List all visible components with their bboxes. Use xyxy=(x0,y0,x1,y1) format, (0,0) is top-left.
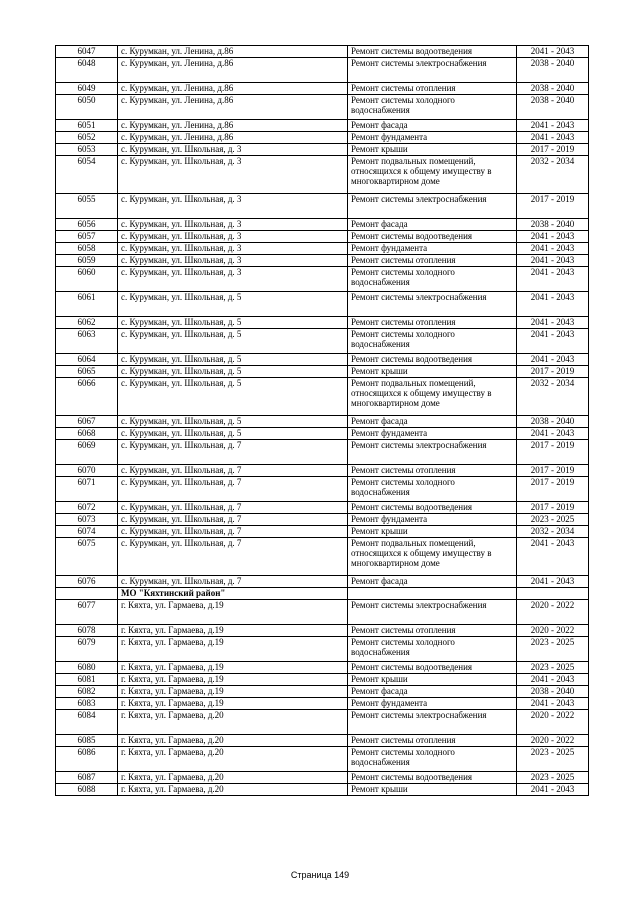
address-cell: с. Курумкан, ул. Школьная, д. 3 xyxy=(118,243,348,255)
row-number-cell: 6060 xyxy=(56,267,118,292)
period-cell: 2041 - 2043 xyxy=(517,674,589,686)
table-row xyxy=(56,747,589,772)
row-number-cell: 6081 xyxy=(56,674,118,686)
row-number-cell: 6048 xyxy=(56,58,118,83)
table-row xyxy=(56,662,589,674)
row-number-cell: 6078 xyxy=(56,625,118,637)
period-cell: 2041 - 2043 xyxy=(517,132,589,144)
period-cell: 2020 - 2022 xyxy=(517,600,589,625)
table-row xyxy=(56,514,589,526)
row-number-cell: 6082 xyxy=(56,686,118,698)
address-cell: с. Курумкан, ул. Школьная, д. 5 xyxy=(118,354,348,366)
period-cell: 2041 - 2043 xyxy=(517,698,589,710)
period-cell: 2017 - 2019 xyxy=(517,366,589,378)
work-type-cell: Ремонт фундамента xyxy=(348,514,517,526)
address-cell: с. Курумкан, ул. Ленина, д.86 xyxy=(118,120,348,132)
work-type-cell: Ремонт системы отопления xyxy=(348,317,517,329)
row-number-cell: 6074 xyxy=(56,526,118,538)
period-cell: 2023 - 2025 xyxy=(517,747,589,772)
table-row xyxy=(56,378,589,416)
period-cell: 2038 - 2040 xyxy=(517,416,589,428)
period-cell: 2041 - 2043 xyxy=(517,317,589,329)
work-type-cell: Ремонт крыши xyxy=(348,526,517,538)
row-number-cell: 6066 xyxy=(56,378,118,416)
table-row xyxy=(56,58,589,83)
work-type-cell: Ремонт системы отопления xyxy=(348,735,517,747)
row-number-cell: 6079 xyxy=(56,637,118,662)
work-type-cell: Ремонт фундамента xyxy=(348,428,517,440)
row-number-cell: 6047 xyxy=(56,46,118,58)
work-type-cell: Ремонт крыши xyxy=(348,674,517,686)
work-type-cell: Ремонт крыши xyxy=(348,366,517,378)
period-cell: 2017 - 2019 xyxy=(517,194,589,219)
address-cell: с. Курумкан, ул. Школьная, д. 7 xyxy=(118,440,348,465)
row-number-cell: 6057 xyxy=(56,231,118,243)
table-row xyxy=(56,502,589,514)
work-type-cell: Ремонт подвальных помещений, относящихся к общему имуществу в многоквартирном доме xyxy=(348,538,517,576)
work-type-cell: Ремонт фасада xyxy=(348,576,517,588)
row-number-cell: 6083 xyxy=(56,698,118,710)
row-number-cell: 6073 xyxy=(56,514,118,526)
period-cell: 2032 - 2034 xyxy=(517,378,589,416)
table-row xyxy=(56,637,589,662)
table-row xyxy=(56,83,589,95)
row-number-cell: 6050 xyxy=(56,95,118,120)
table-row xyxy=(56,255,589,267)
row-number-cell: 6054 xyxy=(56,156,118,194)
row-number-cell xyxy=(56,588,118,600)
row-number-cell: 6053 xyxy=(56,144,118,156)
address-cell: с. Курумкан, ул. Школьная, д. 5 xyxy=(118,292,348,317)
table-row xyxy=(56,784,589,796)
table-row xyxy=(56,267,589,292)
work-type-cell xyxy=(348,588,517,600)
address-cell: с. Курумкан, ул. Школьная, д. 5 xyxy=(118,329,348,354)
period-cell: 2023 - 2025 xyxy=(517,637,589,662)
address-cell: г. Кяхта, ул. Гармаева, д.19 xyxy=(118,662,348,674)
table-row xyxy=(56,366,589,378)
row-number-cell: 6064 xyxy=(56,354,118,366)
work-type-cell: Ремонт фасада xyxy=(348,686,517,698)
period-cell: 2041 - 2043 xyxy=(517,243,589,255)
address-cell: г. Кяхта, ул. Гармаева, д.20 xyxy=(118,735,348,747)
address-cell: с. Курумкан, ул. Школьная, д. 5 xyxy=(118,416,348,428)
row-number-cell: 6070 xyxy=(56,465,118,477)
table-row xyxy=(56,219,589,231)
table-row xyxy=(56,465,589,477)
row-number-cell: 6059 xyxy=(56,255,118,267)
period-cell: 2020 - 2022 xyxy=(517,625,589,637)
table-row xyxy=(56,46,589,58)
address-cell: г. Кяхта, ул. Гармаева, д.19 xyxy=(118,698,348,710)
period-cell: 2041 - 2043 xyxy=(517,46,589,58)
row-number-cell: 6052 xyxy=(56,132,118,144)
table-row xyxy=(56,231,589,243)
address-cell: с. Курумкан, ул. Школьная, д. 7 xyxy=(118,576,348,588)
period-cell: 2041 - 2043 xyxy=(517,292,589,317)
table-row xyxy=(56,317,589,329)
address-cell: с. Курумкан, ул. Школьная, д. 5 xyxy=(118,366,348,378)
period-cell: 2032 - 2034 xyxy=(517,156,589,194)
address-cell: с. Курумкан, ул. Ленина, д.86 xyxy=(118,83,348,95)
period-cell: 2017 - 2019 xyxy=(517,477,589,502)
address-cell: с. Курумкан, ул. Школьная, д. 3 xyxy=(118,144,348,156)
address-cell: г. Кяхта, ул. Гармаева, д.19 xyxy=(118,686,348,698)
table-row xyxy=(56,625,589,637)
table-row xyxy=(56,440,589,465)
work-type-cell: Ремонт фундамента xyxy=(348,243,517,255)
table-row xyxy=(56,156,589,194)
period-cell: 2041 - 2043 xyxy=(517,354,589,366)
period-cell: 2041 - 2043 xyxy=(517,576,589,588)
work-type-cell: Ремонт подвальных помещений, относящихся к общему имуществу в многоквартирном доме xyxy=(348,156,517,194)
row-number-cell: 6077 xyxy=(56,600,118,625)
row-number-cell: 6087 xyxy=(56,772,118,784)
work-type-cell: Ремонт фасада xyxy=(348,416,517,428)
address-cell: с. Курумкан, ул. Школьная, д. 7 xyxy=(118,477,348,502)
district-name-cell: МО "Кяхтинский район" xyxy=(118,588,348,600)
address-cell: с. Курумкан, ул. Школьная, д. 7 xyxy=(118,502,348,514)
table-row xyxy=(56,416,589,428)
period-cell: 2041 - 2043 xyxy=(517,784,589,796)
address-cell: с. Курумкан, ул. Ленина, д.86 xyxy=(118,95,348,120)
row-number-cell: 6088 xyxy=(56,784,118,796)
period-cell: 2038 - 2040 xyxy=(517,58,589,83)
period-cell: 2041 - 2043 xyxy=(517,120,589,132)
address-cell: г. Кяхта, ул. Гармаева, д.20 xyxy=(118,710,348,735)
capital-repair-table xyxy=(55,45,589,796)
address-cell: с. Курумкан, ул. Школьная, д. 3 xyxy=(118,231,348,243)
address-cell: с. Курумкан, ул. Школьная, д. 3 xyxy=(118,255,348,267)
table-body xyxy=(56,46,589,796)
work-type-cell: Ремонт системы холодного водоснабжения xyxy=(348,637,517,662)
address-cell: с. Курумкан, ул. Школьная, д. 3 xyxy=(118,194,348,219)
row-number-cell: 6049 xyxy=(56,83,118,95)
work-type-cell: Ремонт системы водоотведения xyxy=(348,231,517,243)
work-type-cell: Ремонт фундамента xyxy=(348,132,517,144)
address-cell: с. Курумкан, ул. Школьная, д. 7 xyxy=(118,538,348,576)
table-row xyxy=(56,674,589,686)
row-number-cell: 6086 xyxy=(56,747,118,772)
period-cell: 2041 - 2043 xyxy=(517,267,589,292)
address-cell: с. Курумкан, ул. Школьная, д. 3 xyxy=(118,267,348,292)
work-type-cell: Ремонт системы холодного водоснабжения xyxy=(348,747,517,772)
address-cell: с. Курумкан, ул. Школьная, д. 5 xyxy=(118,428,348,440)
address-cell: г. Кяхта, ул. Гармаева, д.20 xyxy=(118,784,348,796)
table-row xyxy=(56,144,589,156)
work-type-cell: Ремонт системы холодного водоснабжения xyxy=(348,477,517,502)
work-type-cell: Ремонт системы отопления xyxy=(348,465,517,477)
work-type-cell: Ремонт фасада xyxy=(348,219,517,231)
district-header-row xyxy=(56,588,589,600)
work-type-cell: Ремонт системы холодного водоснабжения xyxy=(348,329,517,354)
row-number-cell: 6071 xyxy=(56,477,118,502)
page-footer xyxy=(0,870,640,880)
table-row xyxy=(56,600,589,625)
table-row xyxy=(56,698,589,710)
table-row xyxy=(56,95,589,120)
table-row xyxy=(56,243,589,255)
period-cell: 2041 - 2043 xyxy=(517,428,589,440)
page-number: Страница 149 xyxy=(290,870,350,880)
address-cell: г. Кяхта, ул. Гармаева, д.20 xyxy=(118,772,348,784)
row-number-cell: 6063 xyxy=(56,329,118,354)
period-cell: 2020 - 2022 xyxy=(517,735,589,747)
work-type-cell: Ремонт системы холодного водоснабжения xyxy=(348,95,517,120)
work-type-cell: Ремонт системы электроснабжения xyxy=(348,292,517,317)
work-type-cell: Ремонт подвальных помещений, относящихся к общему имуществу в многоквартирном доме xyxy=(348,378,517,416)
period-cell: 2023 - 2025 xyxy=(517,662,589,674)
work-type-cell: Ремонт системы холодного водоснабжения xyxy=(348,267,517,292)
table-row xyxy=(56,538,589,576)
table-row xyxy=(56,194,589,219)
work-type-cell: Ремонт системы электроснабжения xyxy=(348,194,517,219)
row-number-cell: 6084 xyxy=(56,710,118,735)
table-row xyxy=(56,772,589,784)
period-cell: 2017 - 2019 xyxy=(517,465,589,477)
address-cell: с. Курумкан, ул. Школьная, д. 3 xyxy=(118,156,348,194)
period-cell: 2038 - 2040 xyxy=(517,95,589,120)
address-cell: с. Курумкан, ул. Школьная, д. 3 xyxy=(118,219,348,231)
period-cell: 2017 - 2019 xyxy=(517,440,589,465)
period-cell: 2017 - 2019 xyxy=(517,502,589,514)
work-type-cell: Ремонт системы отопления xyxy=(348,255,517,267)
row-number-cell: 6075 xyxy=(56,538,118,576)
period-cell: 2023 - 2025 xyxy=(517,514,589,526)
row-number-cell: 6051 xyxy=(56,120,118,132)
work-type-cell: Ремонт системы водоотведения xyxy=(348,46,517,58)
work-type-cell: Ремонт системы электроснабжения xyxy=(348,58,517,83)
table-row xyxy=(56,477,589,502)
work-type-cell: Ремонт системы отопления xyxy=(348,625,517,637)
address-cell: г. Кяхта, ул. Гармаева, д.20 xyxy=(118,747,348,772)
period-cell: 2032 - 2034 xyxy=(517,526,589,538)
work-type-cell: Ремонт системы водоотведения xyxy=(348,772,517,784)
work-type-cell: Ремонт крыши xyxy=(348,784,517,796)
row-number-cell: 6068 xyxy=(56,428,118,440)
work-type-cell: Ремонт системы электроснабжения xyxy=(348,600,517,625)
table-row xyxy=(56,354,589,366)
row-number-cell: 6069 xyxy=(56,440,118,465)
address-cell: г. Кяхта, ул. Гармаева, д.19 xyxy=(118,625,348,637)
period-cell xyxy=(517,588,589,600)
address-cell: с. Курумкан, ул. Ленина, д.86 xyxy=(118,58,348,83)
period-cell: 2020 - 2022 xyxy=(517,710,589,735)
address-cell: с. Курумкан, ул. Школьная, д. 7 xyxy=(118,514,348,526)
row-number-cell: 6076 xyxy=(56,576,118,588)
work-type-cell: Ремонт системы электроснабжения xyxy=(348,710,517,735)
table-row xyxy=(56,329,589,354)
period-cell: 2041 - 2043 xyxy=(517,538,589,576)
row-number-cell: 6067 xyxy=(56,416,118,428)
row-number-cell: 6055 xyxy=(56,194,118,219)
address-cell: с. Курумкан, ул. Школьная, д. 7 xyxy=(118,465,348,477)
period-cell: 2038 - 2040 xyxy=(517,83,589,95)
period-cell: 2023 - 2025 xyxy=(517,772,589,784)
address-cell: с. Курумкан, ул. Школьная, д. 7 xyxy=(118,526,348,538)
work-type-cell: Ремонт системы электроснабжения xyxy=(348,440,517,465)
address-cell: г. Кяхта, ул. Гармаева, д.19 xyxy=(118,674,348,686)
work-type-cell: Ремонт системы водоотведения xyxy=(348,354,517,366)
period-cell: 2038 - 2040 xyxy=(517,219,589,231)
address-cell: с. Курумкан, ул. Школьная, д. 5 xyxy=(118,317,348,329)
period-cell: 2038 - 2040 xyxy=(517,686,589,698)
row-number-cell: 6062 xyxy=(56,317,118,329)
address-cell: с. Курумкан, ул. Ленина, д.86 xyxy=(118,132,348,144)
work-type-cell: Ремонт системы водоотведения xyxy=(348,502,517,514)
row-number-cell: 6058 xyxy=(56,243,118,255)
period-cell: 2041 - 2043 xyxy=(517,329,589,354)
work-type-cell: Ремонт фасада xyxy=(348,120,517,132)
period-cell: 2041 - 2043 xyxy=(517,231,589,243)
row-number-cell: 6080 xyxy=(56,662,118,674)
table-row xyxy=(56,526,589,538)
period-cell: 2017 - 2019 xyxy=(517,144,589,156)
work-type-cell: Ремонт системы отопления xyxy=(348,83,517,95)
row-number-cell: 6085 xyxy=(56,735,118,747)
row-number-cell: 6065 xyxy=(56,366,118,378)
table-row xyxy=(56,132,589,144)
table-row xyxy=(56,428,589,440)
address-cell: г. Кяхта, ул. Гармаева, д.19 xyxy=(118,600,348,625)
work-type-cell: Ремонт крыши xyxy=(348,144,517,156)
table-row xyxy=(56,686,589,698)
table-row xyxy=(56,292,589,317)
work-type-cell: Ремонт фундамента xyxy=(348,698,517,710)
table-row xyxy=(56,120,589,132)
address-cell: с. Курумкан, ул. Ленина, д.86 xyxy=(118,46,348,58)
address-cell: г. Кяхта, ул. Гармаева, д.19 xyxy=(118,637,348,662)
address-cell: с. Курумкан, ул. Школьная, д. 5 xyxy=(118,378,348,416)
work-type-cell: Ремонт системы водоотведения xyxy=(348,662,517,674)
row-number-cell: 6056 xyxy=(56,219,118,231)
period-cell: 2041 - 2043 xyxy=(517,255,589,267)
table-row xyxy=(56,576,589,588)
row-number-cell: 6061 xyxy=(56,292,118,317)
table-row xyxy=(56,710,589,735)
row-number-cell: 6072 xyxy=(56,502,118,514)
table-row xyxy=(56,735,589,747)
